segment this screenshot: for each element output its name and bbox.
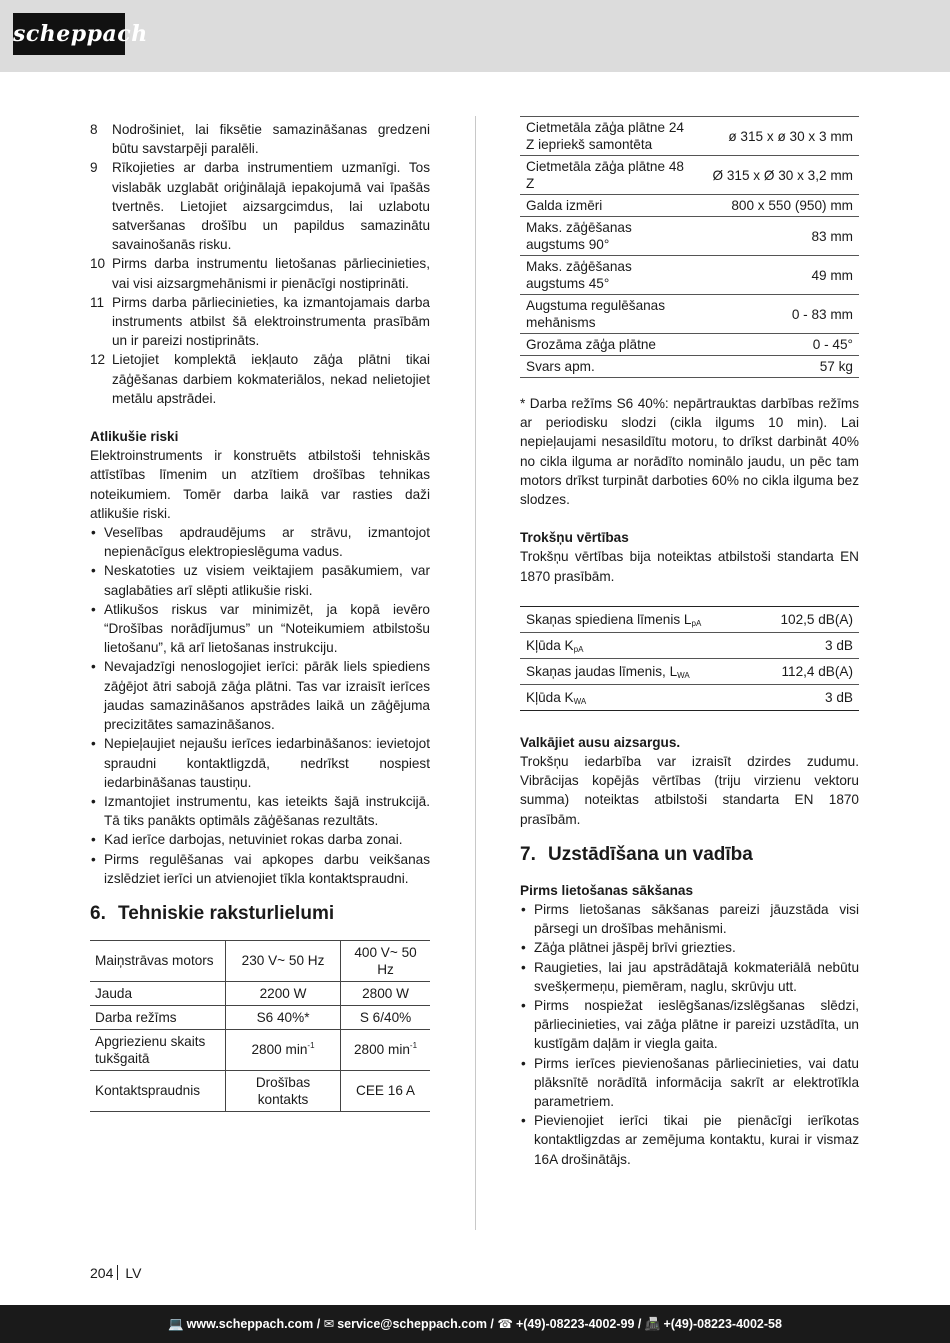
phone-icon: ☎ <box>497 1317 513 1331</box>
page-header <box>0 0 950 72</box>
table-cell: 83 mm <box>692 217 859 256</box>
table-row <box>520 606 859 632</box>
duty-cycle-note: * Darba režīms S6 40%: nepārtrauktas darbības režīms ar periodisku slodzi (cikla ilgums 10 min). Lai nepieļaujami nesasildītu motoru, to drīkst darbināt 40% no cikla ilguma ar norādīto nominālo jaudu, un pēc tam motors drīkst turpināt darboties 60% no cikla ilguma bez slodzes. <box>520 396 859 508</box>
table-row <box>520 295 859 334</box>
table-row <box>90 1070 430 1111</box>
noise-heading: Trokšņu vērtības <box>520 530 629 546</box>
table-cell: Kļūda $K_{WA}$ <box>520 684 754 710</box>
list-item: 8 Nodrošiniet, lai fiksētie samazināšanas gredzeni būtu savstarpēji paralēli. <box>90 122 430 157</box>
table-cell: 2800 W <box>341 981 430 1005</box>
email-link[interactable]: service@scheppach.com <box>337 1317 487 1331</box>
list-item: 11 Pirms darba pārliecinieties, ka izmantojamais darba instruments atbilst šā elektroinstrumenta prasībām un ir pareizi nostiprināts. <box>90 294 430 349</box>
specs-table <box>520 116 859 378</box>
list-item: 10 Pirms darba instrumentu lietošanas pārliecinieties, vai visi aizsargmehānismi ir pienācīgi nostiprināti. <box>90 256 430 291</box>
table-row <box>520 658 859 684</box>
list-item: • Zāģa plātnei jāspēj brīvi griezties. <box>520 938 859 957</box>
residual-risks-list <box>90 523 430 888</box>
table-cell: Skaņas jaudas līmenis, $L_{WA}$ <box>520 658 754 684</box>
table-row <box>520 334 859 356</box>
table-cell: 102,5 dB(A) <box>754 606 859 632</box>
table-cell: Kontaktspraudnis <box>90 1070 226 1111</box>
table-cell: Darba režīms <box>90 1005 226 1029</box>
table-cell: Augstuma regulēšanas mehānisms <box>520 295 692 334</box>
right-column <box>520 116 859 1169</box>
table-row <box>520 256 859 295</box>
table-cell: Skaņas spiediena līmenis $L_{pA}$ <box>520 606 754 632</box>
section-6-title: 6. Tehniskie raksturlielumi <box>90 902 335 924</box>
fax-icon: 📠 <box>644 1317 661 1331</box>
page-number: 204 LV <box>90 1265 142 1281</box>
table-cell: Apgriezienu skaits tukšgaitā <box>90 1029 226 1070</box>
table-cell: Maks. zāģēšanas augstums 45° <box>520 256 692 295</box>
left-column <box>90 120 430 1112</box>
table-row <box>520 632 859 658</box>
page-footer: 💻 www.scheppach.com / ✉ service@scheppach.com / ☎ +(49)-08223-4002-99 / 📠 +(49)-08223-4002-58 <box>0 1305 950 1343</box>
list-item: • Veselības apdraudējums ar strāvu, izmantojot nepienācīgus elektropieslēguma vadus. <box>90 523 430 561</box>
table-cell: Svars apm. <box>520 356 692 378</box>
table-cell: 800 x 550 (950) mm <box>692 195 859 217</box>
list-item: • Nevajadzīgi nenoslogojiet ierīci: pārāk liels spiediens zāģējot ātri sabojā zāģa plātni. Tas var izraisīt ierīces jaudas samazināšanos apstrādes laikā un zāģējuma precizitātes samazināšanos. <box>90 657 430 734</box>
table-cell: Grozāma zāģa plātne <box>520 334 692 356</box>
table-row <box>90 1005 430 1029</box>
ear-protection-text: Trokšņu iedarbība var izraisīt dzirdes zudumu. Vibrācijas kopējās vērtības (triju virzienu vektoru summa) noteiktas atbilstoši standarta EN 1870 prasībām. <box>520 754 859 827</box>
list-item: • Atlikušos riskus var minimizēt, ja kopā ievēro “Drošības norādījumus” un “Noteikumiem atbilstošu lietošanu”, kā arī lietošanas instrukciju. <box>90 600 430 658</box>
fax-number: +(49)-08223-4002-58 <box>663 1317 782 1331</box>
table-cell: Kļūda $K_{pA}$ <box>520 632 754 658</box>
ear-protection-heading: Valkājiet ausu aizsargus. <box>520 734 681 750</box>
table-cell: 230 V~ 50 Hz <box>226 940 341 981</box>
website-link[interactable]: www.scheppach.com <box>186 1317 314 1331</box>
brand-logo: scheppach <box>13 13 125 55</box>
table-cell: 0 - 45° <box>692 334 859 356</box>
table-cell: 49 mm <box>692 256 859 295</box>
table-row <box>520 195 859 217</box>
section-7-title: 7. Uzstādīšana un vadība <box>520 843 753 865</box>
numbered-list <box>90 120 430 408</box>
table-cell: Maks. zāģēšanas augstums 90° <box>520 217 692 256</box>
table-cell: ø 315 x ø 30 x 3 mm <box>692 117 859 156</box>
table-row <box>520 684 859 710</box>
table-row <box>520 156 859 195</box>
table-cell: 3 dB <box>754 632 859 658</box>
list-item: 12 Lietojiet komplektā iekļauto zāģa plātni tikai zāģēšanas darbiem kokmateriālos, nekad nelietojiet metālu apstrādei. <box>90 352 430 406</box>
list-item: • Pirms ierīces pievienošanas pārliecinieties, vai datu plāksnītē norādītā informācija sakrīt ar elektrotīkla parametriem. <box>520 1054 859 1112</box>
list-item: • Nepieļaujiet nejaušu ierīces iedarbināšanos: ievietojot spraudni kontaktligzdā, nedrīkst nospiest iedarbināšanas taustiņu. <box>90 734 430 792</box>
table-cell: S 6/40% <box>341 1005 430 1029</box>
table-cell: CEE 16 A <box>341 1070 430 1111</box>
table-row <box>520 117 859 156</box>
table-row <box>90 940 430 981</box>
list-item: • Pirms nospiežat ieslēgšanas/izslēgšanas slēdzi, pārliecinieties, vai zāģa plātne ir pareizi uzstādīta, un kustīgām daļām ir viegla gaita. <box>520 996 859 1054</box>
table-cell: 57 kg <box>692 356 859 378</box>
table-cell: 2800 $\min^{-1}$ <box>226 1029 341 1070</box>
list-item: • Pirms regulēšanas vai apkopes darbu veikšanas izslēdziet ierīci un atvienojiet tīkla kontaktspraudni. <box>90 850 430 888</box>
table-row <box>520 217 859 256</box>
table-cell: 2800 $\min^{-1}$ <box>341 1029 430 1070</box>
noise-text: Trokšņu vērtības bija noteiktas atbilstoši standarta EN 1870 prasībām. <box>520 549 859 584</box>
table-cell: 3 dB <box>754 684 859 710</box>
table-cell: Ø 315 x Ø 30 x 3,2 mm <box>692 156 859 195</box>
table-cell: Cietmetāla zāģa plātne 48 Z <box>520 156 692 195</box>
noise-table <box>520 606 859 711</box>
table-cell: Galda izmēri <box>520 195 692 217</box>
table-cell: Jauda <box>90 981 226 1005</box>
table-cell: S6 40%* <box>226 1005 341 1029</box>
tech-table <box>90 940 430 1112</box>
before-use-list <box>520 900 859 1169</box>
table-cell: Maiņstrāvas motors <box>90 940 226 981</box>
table-row <box>90 981 430 1005</box>
residual-risks-intro: Elektroinstruments ir konstruēts atbilstoši tehniskās attīstības līmenim un atzītiem drošības tehnikas noteikumiem. Tomēr darba laikā var rasties daži atlikušie riski. <box>90 448 430 521</box>
table-row <box>90 1029 430 1070</box>
table-cell: 112,4 dB(A) <box>754 658 859 684</box>
list-item: • Kad ierīce darbojas, netuviniet rokas darba zonai. <box>90 830 430 849</box>
separator <box>117 1265 118 1280</box>
table-cell: 2200 W <box>226 981 341 1005</box>
table-row <box>520 356 859 378</box>
list-item: • Raugieties, lai jau apstrādātajā kokmateriālā nebūtu svešķermeņu, piemēram, naglu, skrūvju utt. <box>520 958 859 996</box>
list-item: • Pievienojiet ierīci tikai pie pienācīgi ierīkotas kontaktligzdas ar zemējuma kontaktu, kurai ir vismaz 16A drošinātājs. <box>520 1111 859 1169</box>
list-item: • Pirms lietošanas sākšanas pareizi jāuzstāda visi pārsegi un drošības mehānismi. <box>520 900 859 938</box>
before-use-heading: Pirms lietošanas sākšanas <box>520 882 694 898</box>
table-cell: 0 - 83 mm <box>692 295 859 334</box>
table-cell: 400 V~ 50 Hz <box>341 940 430 981</box>
residual-risks-heading: Atlikušie riski <box>90 429 179 445</box>
list-item: 9 Rīkojieties ar darba instrumentiem uzmanīgi. Tos vislabāk uzglabāt oriģinālajā iepakojumā vai īpašās tvertnēs. Lietojiet aizsargcimdus, lai uzlabotu satveršanas drošību un papildus samazinātu savainošanās risku. <box>90 160 430 253</box>
list-item: • Izmantojiet instrumentu, kas ieteikts šajā instrukcijā. Tā tiks panākts optimāls zāģēšanas rezultāts. <box>90 792 430 830</box>
column-divider <box>475 116 476 1230</box>
table-cell: Drošības kontakts <box>226 1070 341 1111</box>
table-cell: Cietmetāla zāģa plātne 24 Z iepriekš samontēta <box>520 117 692 156</box>
list-item: • Neskatoties uz visiem veiktajiem pasākumiem, var saglabāties arī slēpti atlikušie riski. <box>90 561 430 599</box>
phone-number: +(49)-08223-4002-99 <box>515 1317 635 1331</box>
computer-icon: 💻 <box>168 1317 184 1331</box>
email-icon: ✉ <box>323 1317 335 1331</box>
